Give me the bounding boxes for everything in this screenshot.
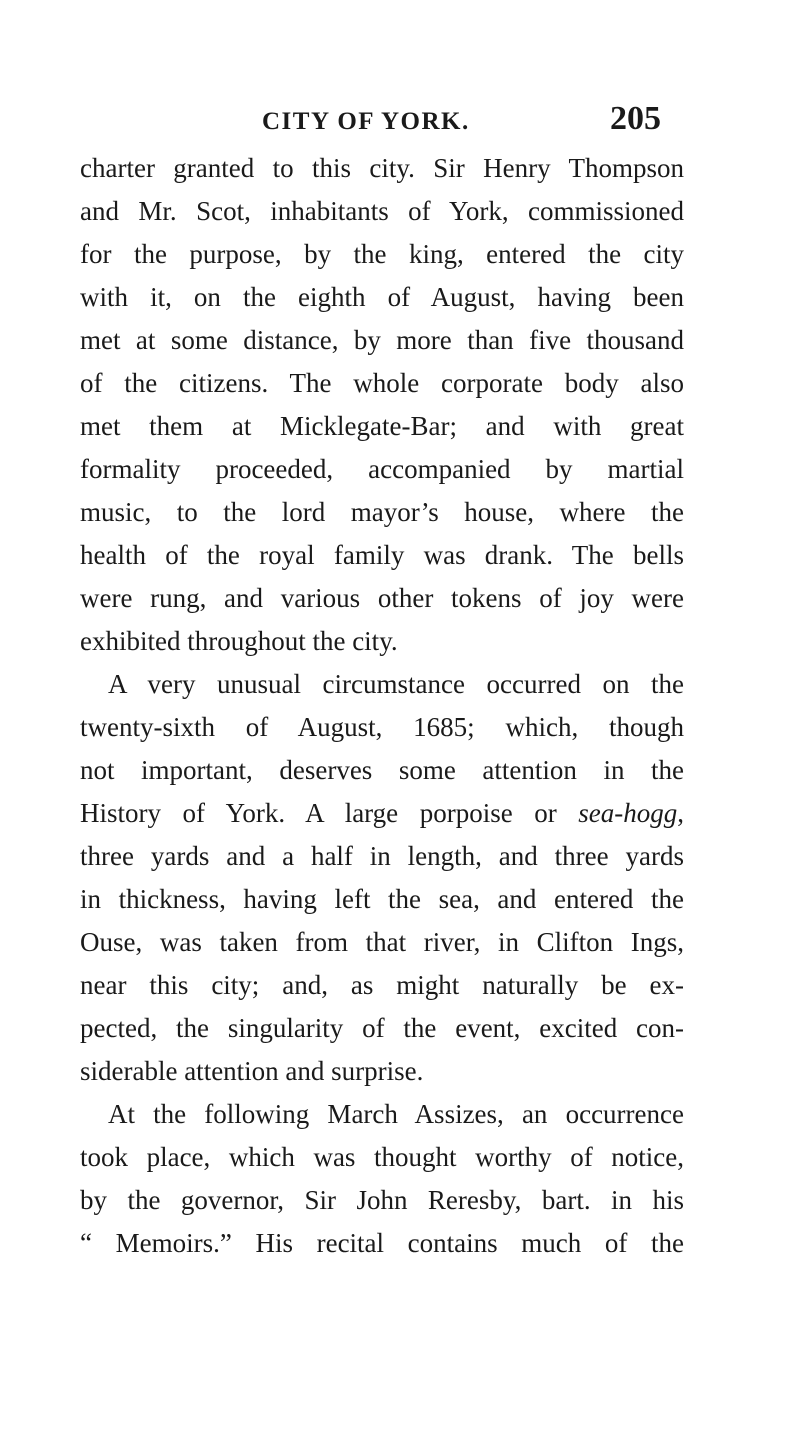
text-line: for the purpose, by the king, entered the city bbox=[80, 239, 684, 269]
text-line: three yards and a half in length, and three yards bbox=[80, 841, 684, 871]
body-text bbox=[80, 147, 684, 1265]
text-line: pected, the singularity of the event, excited con- bbox=[80, 1013, 684, 1043]
text-line: not important, deserves some attention in the bbox=[80, 755, 684, 785]
text-line: twenty-sixth of August, 1685; which, though bbox=[80, 712, 684, 742]
text-line: near this city; and, as might naturally be ex- bbox=[80, 970, 684, 1000]
text-line: took place, which was thought worthy of notice, bbox=[80, 1142, 684, 1172]
running-head bbox=[0, 100, 800, 140]
text-line: Ouse, was taken from that river, in Clifton Ings, bbox=[80, 927, 684, 957]
text-line: A very unusual circumstance occurred on the bbox=[108, 669, 684, 699]
text-line: exhibited throughout the city. bbox=[80, 626, 398, 656]
page-number: 205 bbox=[610, 100, 661, 137]
text-line: and Mr. Scot, inhabitants of York, commissioned bbox=[80, 196, 684, 226]
text-line: At the following March Assizes, an occurrence bbox=[108, 1099, 684, 1129]
text-line: health of the royal family was drank. The bells bbox=[80, 540, 684, 570]
text-line: siderable attention and surprise. bbox=[80, 1056, 424, 1086]
text-line: met at some distance, by more than five thousand bbox=[80, 325, 684, 355]
running-title: CITY OF YORK. bbox=[262, 108, 470, 135]
text-line: History of York. A large porpoise or sea-hogg, bbox=[80, 798, 684, 828]
text-line: “ Memoirs.” His recital contains much of the bbox=[80, 1228, 684, 1258]
text-line: with it, on the eighth of August, having been bbox=[80, 282, 684, 312]
text-line: charter granted to this city. Sir Henry Thompson bbox=[80, 153, 684, 183]
text-line: were rung, and various other tokens of joy were bbox=[80, 583, 684, 613]
text-line: music, to the lord mayor’s house, where the bbox=[80, 497, 684, 527]
italic-term: sea-hogg bbox=[578, 798, 678, 828]
text-line: in thickness, having left the sea, and entered the bbox=[80, 884, 684, 914]
text-line: of the citizens. The whole corporate body also bbox=[80, 368, 684, 398]
text-line: by the governor, Sir John Reresby, bart. in his bbox=[80, 1185, 684, 1215]
text-line: formality proceeded, accompanied by martial bbox=[80, 454, 684, 484]
text-line: met them at Micklegate-Bar; and with great bbox=[80, 411, 684, 441]
